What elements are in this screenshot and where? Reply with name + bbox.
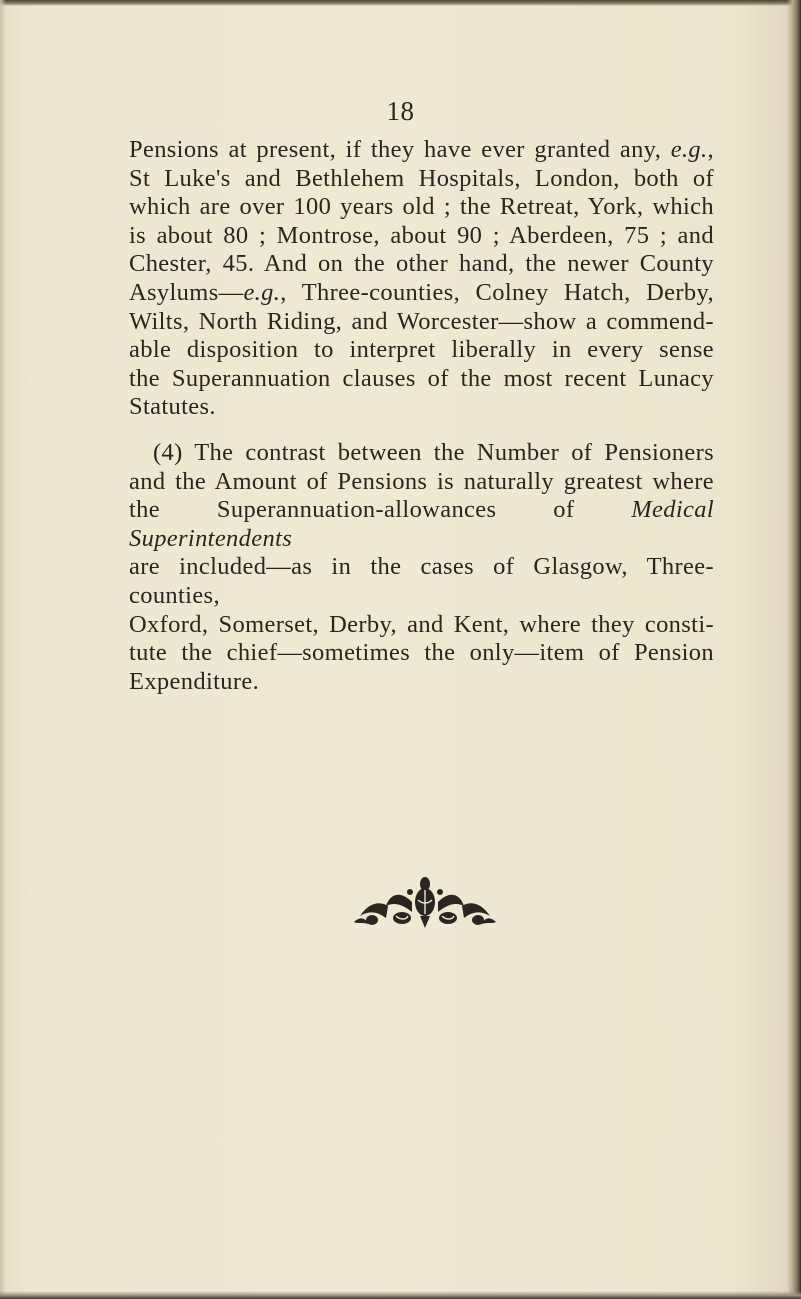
text-line: St Luke's and Bethlehem Hospitals, London, both of <box>129 164 714 192</box>
line-segment: , <box>707 136 714 163</box>
text-line: Expenditure. <box>129 667 260 695</box>
text-line <box>129 279 714 308</box>
text-line: are included—as in the cases of Glasgow, Three-counties, <box>129 553 714 609</box>
text-line: and the Amount of Pensions is naturally greatest where <box>129 467 714 495</box>
italic-abbrev: e.g. <box>670 136 708 163</box>
page-top-edge <box>0 0 801 6</box>
paragraph-gap <box>129 422 714 439</box>
italic-abbrev: e.g. <box>243 278 281 306</box>
text-line: Oxford, Somerset, Derby, and Kent, where they consti- <box>129 610 714 638</box>
line-segment: Asylums— <box>129 278 244 306</box>
line-segment: Pensions at present, if they have ever granted any, <box>129 136 671 163</box>
page-number: 18 <box>386 96 415 126</box>
text-line <box>129 136 714 165</box>
page-left-edge <box>0 0 6 1299</box>
text-line: tute the chief—sometimes the only—item of Pension <box>129 639 714 667</box>
page-bottom-edge <box>0 1291 801 1299</box>
text-line: able disposition to interpret liberally in every sense <box>129 336 714 364</box>
text-line: Chester, 45. And on the other hand, the newer County <box>129 250 714 278</box>
text-line: (4) The contrast between the Number of Pensioners <box>153 438 714 466</box>
text-line: which are over 100 years old ; the Retreat, York, which <box>129 193 714 221</box>
text-line <box>129 496 714 553</box>
text-line: is about 80 ; Montrose, about 90 ; Aberdeen, 75 ; and <box>129 221 714 249</box>
line-segment: the Superannuation-allowances of <box>129 496 632 524</box>
text-line: the Superannuation clauses of the most recent Lunacy <box>129 364 714 392</box>
body-text <box>129 136 714 696</box>
paragraph-1 <box>129 136 714 422</box>
italic-phrase: Medical Superintendents <box>129 496 714 552</box>
page-right-edge <box>787 0 801 1299</box>
floral-tailpiece-icon <box>350 872 500 930</box>
paragraph-2 <box>129 439 714 696</box>
text-line: Wilts, North Riding, and Worcester—show a commend- <box>129 307 714 335</box>
text-line: Statutes. <box>129 393 216 421</box>
line-segment: , Three-counties, Colney Hatch, Derby, <box>280 278 714 306</box>
